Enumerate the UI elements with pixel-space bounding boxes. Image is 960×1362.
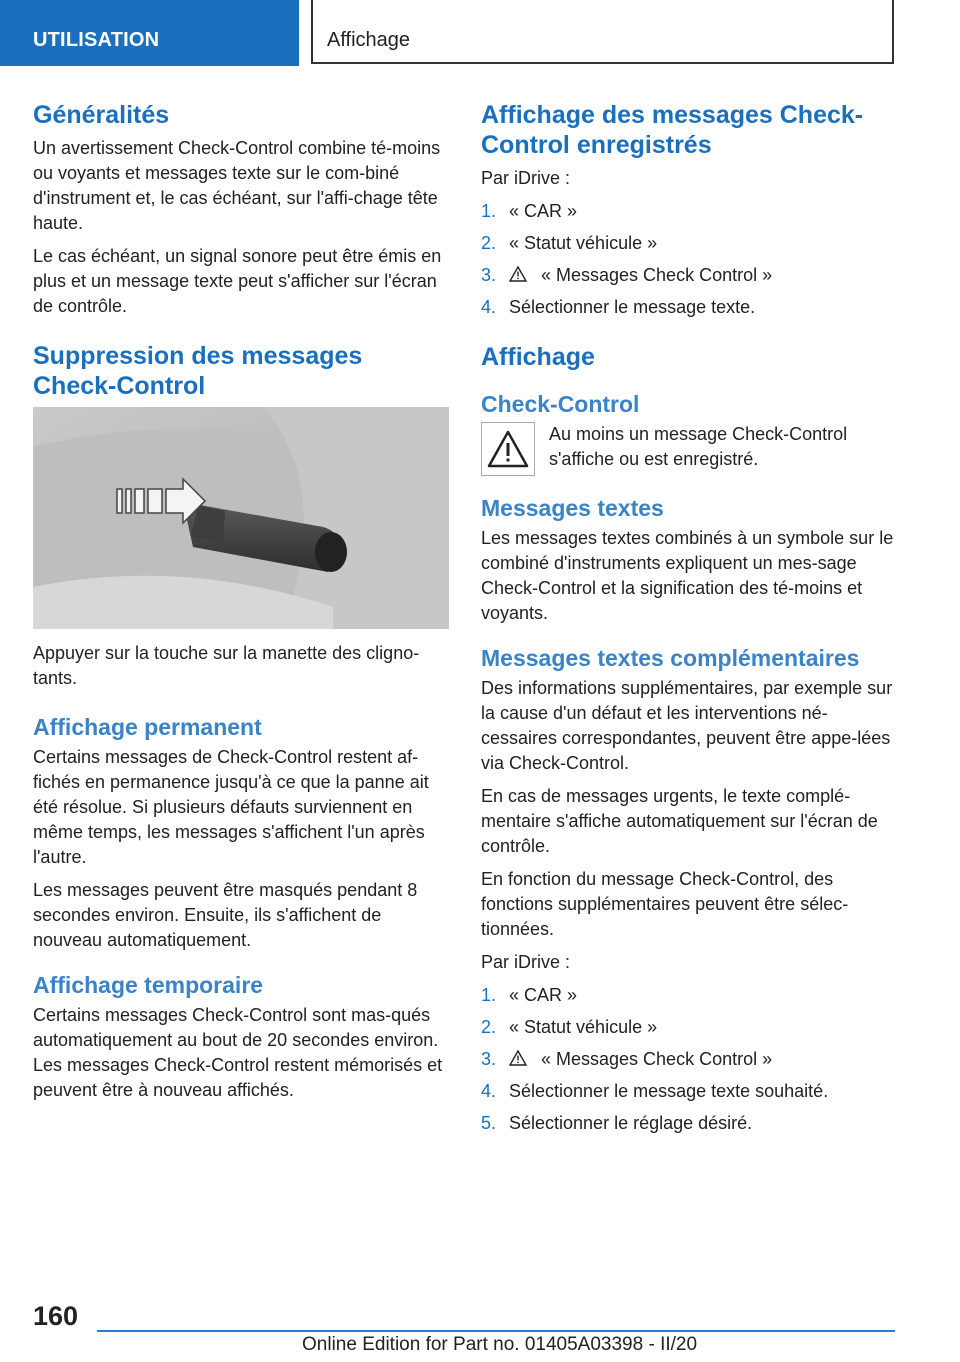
heading-affichage: Affichage [481, 343, 595, 371]
step-number: 2. [481, 233, 497, 253]
paragraph: En fonction du message Check-Control, des fonctions supplémentaires peuvent être sélec-tionnées. [481, 869, 849, 939]
left-column [33, 100, 449, 1111]
page-number: 160 [33, 1301, 79, 1331]
list-item [481, 199, 895, 224]
page-title: Affichage [327, 29, 411, 51]
footer-divider [97, 1330, 895, 1332]
page-title-box [311, 0, 894, 64]
paragraph: Les messages textes combinés à un symbole sur le combiné d'instruments expliquent un mes-sage Check-Control et la signification des té-moins et voyants. [481, 528, 894, 623]
step-text: « CAR » [509, 201, 578, 221]
warning-triangle-icon [509, 264, 527, 280]
steps-list-2 [481, 983, 895, 1136]
step-text: « Messages Check Control » [541, 1049, 773, 1069]
warning-notice [481, 422, 895, 476]
step-number: 4. [481, 1081, 497, 1101]
heading-messages-complementaires: Messages textes complémentaires [481, 645, 860, 671]
paragraph: Certains messages de Check-Control restent af-fichés en permanence jusqu'à ce que la panne ait été résolue. Si plusieurs défauts surviennent en même temps, les messages s'affichent l'un après l'autre. [33, 747, 429, 867]
paragraph: Appuyer sur la touche sur la manette des cligno-tants. [33, 643, 420, 688]
warning-triangle-icon [481, 422, 535, 476]
step-number: 1. [481, 201, 497, 221]
heading-permanent: Affichage permanent [33, 714, 262, 740]
step-number: 3. [481, 265, 497, 285]
warning-text: Au moins un message Check-Control s'affiche ou est enregistré. [549, 424, 848, 469]
list-item [481, 1111, 895, 1136]
section-tab [0, 0, 299, 66]
warning-triangle-icon [509, 1048, 527, 1064]
list-item [481, 231, 895, 256]
paragraph: Certains messages Check-Control sont mas-qués automatiquement au bout de 20 secondes environ. Les messages Check-Control restent mémorisés et peuvent être à nouveau affichés. [33, 1005, 443, 1100]
paragraph: Par iDrive : [481, 168, 571, 188]
step-number: 1. [481, 985, 497, 1005]
step-text: « Statut véhicule » [509, 233, 658, 253]
heading-temporaire: Affichage temporaire [33, 972, 264, 998]
section-label: UTILISATION [33, 29, 160, 51]
step-number: 5. [481, 1113, 497, 1133]
list-item [481, 983, 895, 1008]
step-text: Sélectionner le réglage désiré. [509, 1113, 753, 1133]
heading-generalites: Généralités [33, 101, 170, 129]
edition-text: Online Edition for Part no. 01405A03398 - II/20 [302, 1334, 698, 1355]
step-number: 3. [481, 1049, 497, 1069]
steps-list-1 [481, 199, 895, 320]
step-text: Sélectionner le message texte. [509, 297, 756, 317]
paragraph: Le cas échéant, un signal sonore peut être émis en plus et un message texte peut s'afficher sur l'écran de contrôle. [33, 246, 442, 316]
list-item [481, 1047, 895, 1072]
step-number: 4. [481, 297, 497, 317]
step-text: « Messages Check Control » [541, 265, 773, 285]
paragraph: Un avertissement Check-Control combine té-moins ou voyants et messages texte sur le com-biné d'instrument et, le cas échéant, sur l'affi-chage tête haute. [33, 138, 441, 233]
stalk-illustration [33, 407, 449, 629]
stalk-button-photo [33, 407, 449, 629]
step-number: 2. [481, 1017, 497, 1037]
heading-check-control: Check-Control [481, 391, 640, 417]
step-text: Sélectionner le message texte souhaité. [509, 1081, 829, 1101]
paragraph: Des informations supplémentaires, par exemple sur la cause d'un défaut et les interventions né-cessaires correspondantes, peuvent être appe-lées via Check-Control. [481, 678, 893, 773]
paragraph: Par iDrive : [481, 952, 571, 972]
paragraph: Les messages peuvent être masqués pendant 8 secondes environ. Ensuite, ils s'affichent de nouveau automatiquement. [33, 880, 418, 950]
right-column [481, 100, 895, 1144]
list-item [481, 263, 895, 288]
heading-suppression: Suppression des messages Check-Control [33, 342, 363, 400]
paragraph: En cas de messages urgents, le texte complé-mentaire s'affiche automatiquement sur l'écran de contrôle. [481, 786, 878, 856]
step-text: « Statut véhicule » [509, 1017, 658, 1037]
list-item [481, 295, 895, 320]
list-item [481, 1079, 895, 1104]
heading-stored-messages: Affichage des messages Check-Control enregistrés [481, 101, 864, 159]
heading-messages-textes: Messages textes [481, 495, 664, 521]
list-item [481, 1015, 895, 1040]
step-text: « CAR » [509, 985, 578, 1005]
page-header [0, 0, 960, 66]
